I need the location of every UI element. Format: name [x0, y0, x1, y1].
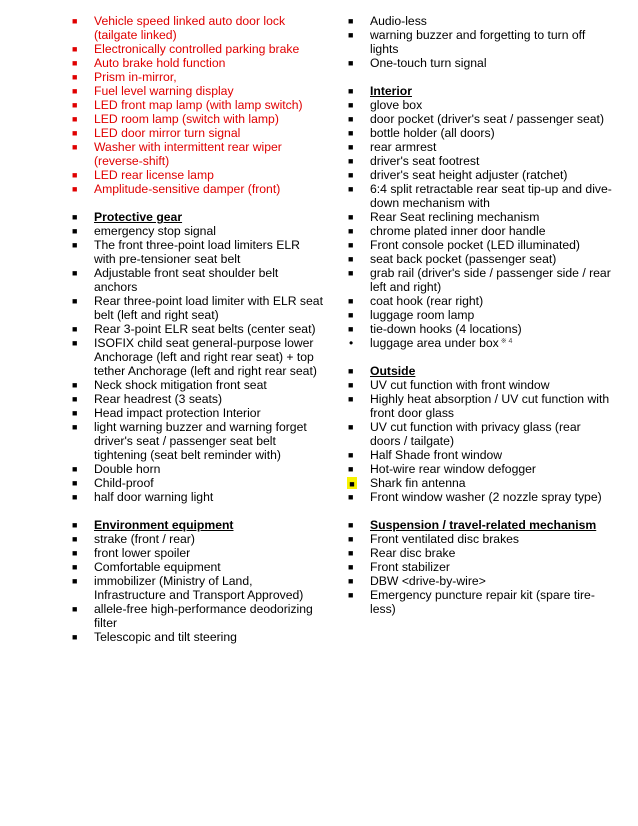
square-bullet-icon: ■: [72, 170, 78, 180]
square-bullet-icon: ■: [72, 184, 78, 194]
square-bullet-icon: ■: [72, 520, 78, 530]
dot-bullet-icon: •: [349, 336, 354, 350]
square-bullet-icon: ■: [72, 226, 78, 236]
square-bullet-icon: ■: [348, 226, 354, 236]
square-bullet-icon: ■: [348, 310, 354, 320]
list-item: ■ Child-proof: [72, 476, 154, 490]
list-item: ■ Head impact protection Interior: [72, 406, 261, 420]
square-bullet-icon: ■: [72, 240, 78, 250]
square-bullet-icon: ■: [72, 422, 78, 432]
square-bullet-icon: ■: [72, 548, 78, 558]
environment-equipment-list: [66, 518, 324, 644]
list-item: ■ The front three-point load limiters ELR with pre-tensioner seat belt: [72, 238, 300, 266]
square-bullet-icon: ■: [348, 114, 354, 124]
list-item: ■ bottle holder (all doors): [348, 126, 495, 140]
section-heading-outside: ■ Outside: [348, 364, 416, 378]
interior-list: [342, 84, 612, 350]
square-bullet-icon: ■: [348, 128, 354, 138]
square-bullet-icon: ■: [72, 604, 78, 614]
list-item: ■ luggage room lamp: [348, 308, 475, 322]
square-bullet-icon: ■: [72, 492, 78, 502]
list-item: ■ Prism in-mirror,: [72, 70, 177, 84]
list-item: ■ Shark fin antenna: [342, 476, 612, 490]
list-item: ■ Highly heat absorption / UV cut function with front door glass: [348, 392, 610, 420]
spacer: [342, 70, 612, 84]
list-item: ■ half door warning light: [72, 490, 214, 504]
list-item: ■ Comfortable equipment: [72, 560, 221, 574]
square-bullet-icon: ■: [348, 464, 354, 474]
square-bullet-icon: ■: [348, 562, 354, 572]
list-item: ■ Adjustable front seat shoulder belt anchors: [72, 266, 279, 294]
square-bullet-icon: ■: [72, 562, 78, 572]
square-bullet-icon: ■: [348, 450, 354, 460]
square-bullet-icon: ■: [348, 240, 354, 250]
square-bullet-icon: ■: [72, 44, 78, 54]
square-bullet-icon: ■: [348, 268, 354, 278]
square-bullet-icon: ■: [72, 86, 78, 96]
list-item: ■ Rear disc brake: [348, 546, 456, 560]
square-bullet-icon: ■: [72, 100, 78, 110]
square-bullet-icon: ■: [348, 58, 354, 68]
list-item: ■ Half Shade front window: [348, 448, 503, 462]
list-item: ■ glove box: [348, 98, 423, 112]
list-item: ■ Washer with intermittent rear wiper (reverse-shift): [72, 140, 282, 168]
list-item: ■ Rear headrest (3 seats): [72, 392, 223, 406]
outside-list: [342, 364, 612, 504]
square-bullet-icon: ■: [348, 422, 354, 432]
square-bullet-icon: ■: [348, 380, 354, 390]
square-bullet-icon: ■: [72, 58, 78, 68]
square-bullet-icon: ■: [72, 576, 78, 586]
list-item: ■ LED room lamp (switch with lamp): [72, 112, 279, 126]
square-bullet-icon: ■: [348, 86, 354, 96]
square-bullet-icon: ■: [348, 394, 354, 404]
list-item: ■ One-touch turn signal: [348, 56, 487, 70]
list-item: ■ Telescopic and tilt steering: [72, 630, 237, 644]
square-bullet-icon: ■: [72, 394, 78, 404]
square-bullet-icon: ■: [72, 72, 78, 82]
list-item: ■ DBW <drive-by-wire>: [348, 574, 486, 588]
list-item: ■ LED front map lamp (with lamp switch): [72, 98, 303, 112]
list-item: ■ coat hook (rear right): [348, 294, 484, 308]
list-item: ■ Front stabilizer: [348, 560, 450, 574]
list-item: ■ Front ventilated disc brakes: [348, 532, 520, 546]
square-bullet-icon: ■: [348, 590, 354, 600]
spacer: [342, 350, 612, 364]
list-item: ■ UV cut function with front window: [348, 378, 550, 392]
list-item: ■ driver's seat footrest: [348, 154, 480, 168]
square-bullet-icon: ■: [72, 408, 78, 418]
section-heading-suspension: ■ Suspension / travel-related mechanism: [348, 518, 597, 532]
square-bullet-icon: ■: [72, 212, 78, 222]
square-bullet-icon: ■: [72, 268, 78, 278]
list-item: ■ grab rail (driver's side / passenger side / rear left and right): [348, 266, 611, 294]
list-item: ■ LED rear license lamp: [72, 168, 214, 182]
list-item: ■ Double horn: [72, 462, 161, 476]
list-item: ■ rear armrest: [348, 140, 437, 154]
square-bullet-icon: ■: [72, 16, 78, 26]
list-item: ■ tie-down hooks (4 locations): [348, 322, 522, 336]
square-bullet-icon: ■: [348, 100, 354, 110]
list-item: ■ Hot-wire rear window defogger: [348, 462, 536, 476]
suspension-list: [342, 518, 612, 616]
right-top-list: [342, 14, 612, 70]
list-item: ■ Front console pocket (LED illuminated): [348, 238, 580, 252]
list-item: ■ driver's seat height adjuster (ratchet): [348, 168, 568, 182]
list-item: ■ Emergency puncture repair kit (spare tire-less): [348, 588, 595, 616]
list-item: ■ Rear three-point load limiter with ELR seat belt (left and right seat): [72, 294, 323, 322]
square-bullet-icon: ■: [348, 184, 354, 194]
square-bullet-icon: ■: [72, 114, 78, 124]
list-item: ■ ISOFIX child seat general-purpose lower Anchorage (left and right rear seat) + top tether Anchorage (left and right rear seat): [72, 336, 317, 378]
list-item: ■ Auto brake hold function: [72, 56, 226, 70]
spacer: [342, 504, 612, 518]
square-bullet-icon: ■: [348, 548, 354, 558]
list-item: ■ warning buzzer and forgetting to turn off lights: [348, 28, 586, 56]
section-heading-protective-gear: ■ Protective gear: [72, 210, 183, 224]
spacer: [66, 196, 324, 210]
list-item: ■ Front window washer (2 nozzle spray type): [348, 490, 602, 504]
list-item: ■ UV cut function with privacy glass (rear doors / tailgate): [348, 420, 581, 448]
list-item: ■ Audio-less: [348, 14, 427, 28]
list-item: ■ strake (front / rear): [72, 532, 195, 546]
list-item: ■ Amplitude-sensitive damper (front): [72, 182, 281, 196]
square-bullet-icon: ■: [348, 156, 354, 166]
square-bullet-icon: ■: [72, 380, 78, 390]
square-bullet-icon: ■: [347, 477, 357, 489]
list-item: ■ LED door mirror turn signal: [72, 126, 241, 140]
square-bullet-icon: ■: [72, 338, 78, 348]
square-bullet-icon: ■: [348, 30, 354, 40]
square-bullet-icon: ■: [348, 534, 354, 544]
list-item: ■ Vehicle speed linked auto door lock (tailgate linked): [72, 14, 286, 42]
square-bullet-icon: ■: [348, 296, 354, 306]
list-item: ■ light warning buzzer and warning forget driver's seat / passenger seat belt tightening (seat belt reminder with): [72, 420, 307, 462]
square-bullet-icon: ■: [348, 142, 354, 152]
section-heading-environment-equipment: ■ Environment equipment: [72, 518, 234, 532]
square-bullet-icon: ■: [348, 212, 354, 222]
list-item: ■ Rear Seat reclining mechanism: [348, 210, 540, 224]
list-item: ■ Fuel level warning display: [72, 84, 234, 98]
spacer: [66, 504, 324, 518]
square-bullet-icon: ■: [348, 366, 354, 376]
list-item: ■ chrome plated inner door handle: [348, 224, 546, 238]
list-item: ■ seat back pocket (passenger seat): [348, 252, 557, 266]
square-bullet-icon: ■: [348, 324, 354, 334]
square-bullet-icon: ■: [348, 254, 354, 264]
square-bullet-icon: ■: [72, 464, 78, 474]
square-bullet-icon: ■: [348, 16, 354, 26]
list-item: ■ 6:4 split retractable rear seat tip-up and dive-down mechanism with: [348, 182, 612, 210]
list-item: ■ immobilizer (Ministry of Land, Infrastructure and Transport Approved): [72, 574, 304, 602]
square-bullet-icon: ■: [348, 170, 354, 180]
list-item: ■ emergency stop signal: [72, 224, 216, 238]
square-bullet-icon: ■: [72, 478, 78, 488]
square-bullet-icon: ■: [72, 632, 78, 642]
left-top-list: [66, 14, 324, 196]
square-bullet-icon: ■: [348, 520, 354, 530]
square-bullet-icon: ■: [72, 128, 78, 138]
list-item: ■ door pocket (driver's seat / passenger seat): [348, 112, 605, 126]
left-column: [66, 14, 324, 644]
square-bullet-icon: ■: [348, 576, 354, 586]
square-bullet-icon: ■: [72, 296, 78, 306]
protective-gear-list: [66, 210, 324, 504]
section-heading-interior: ■ Interior: [348, 84, 412, 98]
square-bullet-icon: ■: [72, 324, 78, 334]
list-item: ■ Electronically controlled parking brake: [72, 42, 300, 56]
list-item: • luggage area under box $^{※ 4}$: [349, 336, 513, 350]
square-bullet-icon: ■: [72, 142, 78, 152]
square-bullet-icon: ■: [348, 492, 354, 502]
list-item: ■ front lower spoiler: [72, 546, 191, 560]
right-column: [342, 14, 612, 616]
list-item: ■ allele-free high-performance deodorizing filter: [72, 602, 313, 630]
footnote-mark: ※ 4: [500, 338, 513, 345]
square-bullet-icon: ■: [72, 534, 78, 544]
list-item: ■ Rear 3-point ELR seat belts (center seat): [72, 322, 316, 336]
list-item: ■ Neck shock mitigation front seat: [72, 378, 267, 392]
